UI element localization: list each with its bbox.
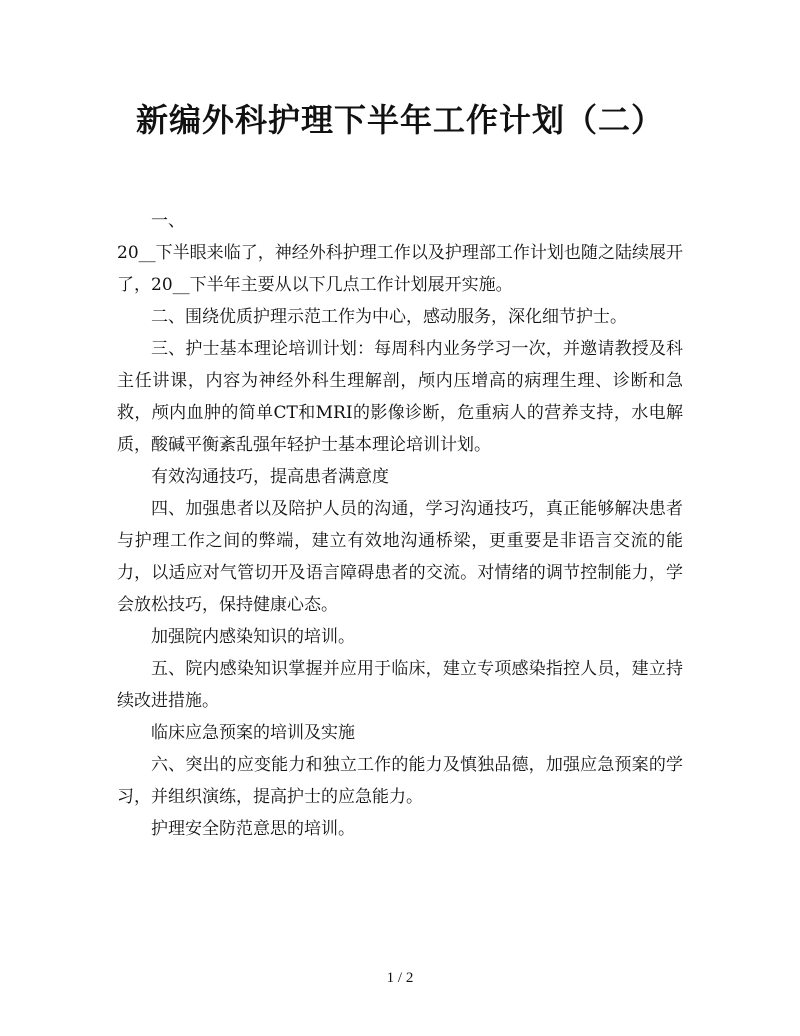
document-title: 新编外科护理下半年工作计划（二）	[135, 101, 664, 139]
paragraph: 四、加强患者以及陪护人员的沟通，学习沟通技巧，真正能够解决患者与护理工作之间的弊端，建立有效地沟通桥梁，更重要是非语言交流的能力，以适应对气管切开及语言障碍患者的交流。对情绪的调节控制能力，学会放松技巧，保持健康心态。	[117, 499, 683, 615]
paragraph: 二、围绕优质护理示范工作为中心，感动服务，深化细节护士。	[151, 307, 627, 327]
document-body	[117, 205, 683, 845]
paragraph: 三、护士基本理论培训计划：每周科内业务学习一次，并邀请教授及科主任讲课，内容为神经外科生理解剖，颅内压增高的病理生理、诊断和急救，颅内血肿的简单CT和MRI的影像诊断，危重病人的营养支持，水电解质，酸碱平衡紊乱强年轻护士基本理论培训计划。	[117, 339, 683, 455]
page-number: 1 / 2	[386, 970, 414, 986]
paragraph: 五、院内感染知识掌握并应用于临床，建立专项感染指控人员，建立持续改进措施。	[117, 659, 683, 711]
paragraph: 一、	[151, 211, 185, 231]
paragraph: 20__下半眼来临了，神经外科护理工作以及护理部工作计划也随之陆续展开了，20__下半年主要从以下几点工作计划展开实施。	[117, 243, 683, 295]
paragraph: 护理安全防范意思的培训。	[151, 819, 355, 839]
paragraph: 临床应急预案的培训及实施	[151, 723, 355, 743]
paragraph: 加强院内感染知识的培训。	[151, 627, 355, 647]
paragraph: 有效沟通技巧，提高患者满意度	[151, 467, 389, 487]
paragraph: 六、突出的应变能力和独立工作的能力及慎独品德，加强应急预案的学习，并组织演练，提高护士的应急能力。	[117, 755, 683, 807]
